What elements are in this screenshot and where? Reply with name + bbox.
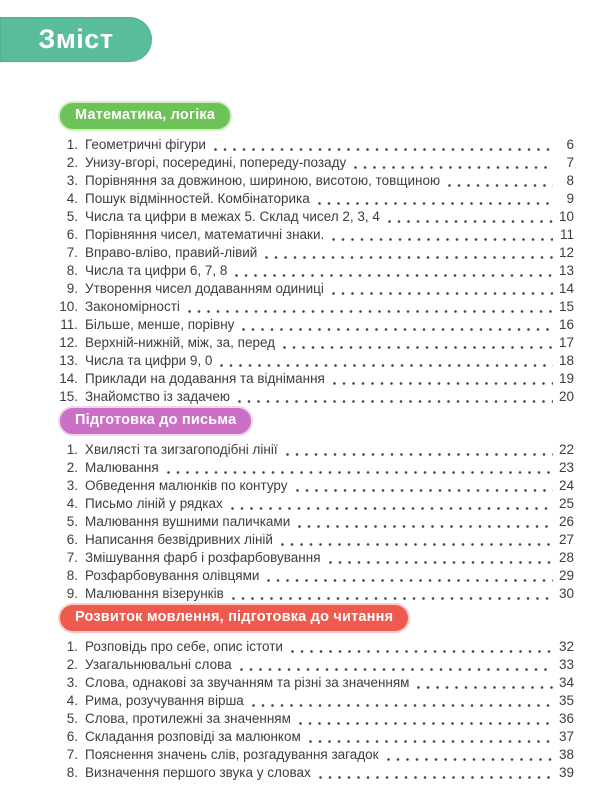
entry-title: Порівняння чисел, математичні знаки. (85, 227, 325, 242)
entry-page-number: 22 (558, 442, 574, 457)
dot-leader (188, 310, 553, 313)
entry-title: Слова, однакові за звучанням та різні за значенням (85, 675, 410, 690)
entry-page-number: 12 (558, 245, 574, 260)
dot-leader (252, 704, 553, 707)
entry-page-number: 36 (558, 711, 574, 726)
dot-leader (286, 453, 553, 456)
entry-title: Приклади на додавання та віднімання (85, 371, 325, 386)
entry-page-number: 34 (558, 675, 574, 690)
dot-leader (220, 364, 553, 367)
toc-entry (56, 244, 574, 262)
dot-leader (298, 525, 553, 528)
entry-title: Закономірності (85, 299, 180, 314)
section-header-pill (58, 603, 410, 633)
dot-leader (388, 220, 553, 223)
entry-title: Обведення малюнків по контуру (85, 478, 288, 493)
toc-entry (56, 388, 574, 406)
entry-number: 9. (66, 281, 78, 296)
entry-page-number: 32 (558, 639, 574, 654)
toc-entry (56, 316, 574, 334)
toc-entry (56, 710, 574, 728)
toc-entry (56, 172, 574, 190)
entry-page-number: 20 (558, 389, 574, 404)
entry-page-number: 37 (558, 729, 574, 744)
entry-number: 5. (66, 209, 78, 224)
toc-entry (56, 208, 574, 226)
toc-entry (56, 692, 574, 710)
entry-title: Розповідь про себе, опис істоти (85, 639, 283, 654)
entry-number: 4. (66, 191, 78, 206)
toc-entry (56, 531, 574, 549)
toc-entry (56, 477, 574, 495)
toc-entry (56, 352, 574, 370)
entry-title: Знайомство із задачею (85, 389, 231, 404)
entry-title: Малювання (85, 460, 159, 475)
toc-entry (56, 638, 574, 656)
entry-title: Порівняння за довжиною, шириною, висотою, товщиною (85, 173, 441, 188)
dot-leader (299, 722, 553, 725)
entry-number: 2. (66, 657, 78, 672)
toc-entry (56, 674, 574, 692)
entry-title: Геометричні фігури (85, 137, 206, 152)
entry-number: 11. (60, 317, 78, 332)
toc-entry (56, 298, 574, 316)
dot-leader (332, 238, 553, 241)
dot-leader (417, 686, 553, 689)
dot-leader (319, 776, 553, 779)
entry-number: 10. (59, 299, 78, 314)
dot-leader (232, 597, 553, 600)
entry-number: 6. (66, 532, 78, 547)
toc-entry-list (56, 136, 574, 406)
entry-number: 1. (66, 442, 78, 457)
entry-number: 6. (66, 729, 78, 744)
toc-entry (56, 567, 574, 585)
entry-number: 2. (66, 155, 78, 170)
toc-entry (56, 513, 574, 531)
entry-number: 3. (66, 478, 78, 493)
entry-page-number: 15 (558, 299, 574, 314)
toc-entry (56, 585, 574, 603)
entry-number: 5. (66, 514, 78, 529)
entry-page-number: 9 (566, 191, 574, 206)
entry-number: 2. (66, 460, 78, 475)
entry-title: Числа та цифри 9, 0 (85, 353, 213, 368)
dot-leader (329, 561, 553, 564)
toc-entry (56, 226, 574, 244)
toc-section (56, 101, 574, 406)
entry-title: Числа та цифри 6, 7, 8 (85, 263, 228, 278)
entry-number: 8. (66, 765, 78, 780)
toc-section (56, 406, 574, 603)
dot-leader (318, 202, 553, 205)
dot-leader (267, 579, 553, 582)
entry-page-number: 14 (558, 281, 574, 296)
entry-page-number: 8 (566, 173, 574, 188)
entry-number: 8. (66, 568, 78, 583)
entry-page-number: 6 (566, 137, 574, 152)
entry-title: Більше, менше, порівну (85, 317, 235, 332)
section-label: Підготовка до письма (75, 412, 237, 428)
toc-content (56, 101, 574, 782)
section-label: Розвиток мовлення, підготовка до читання (75, 609, 394, 625)
toc-entry (56, 441, 574, 459)
entry-title: Пошук відмінностей. Комбінаторика (85, 191, 310, 206)
entry-number: 4. (66, 496, 78, 511)
entry-title: Змішування фарб і розфарбовування (85, 550, 321, 565)
toc-entry (56, 656, 574, 674)
entry-page-number: 35 (558, 693, 574, 708)
entry-page-number: 24 (558, 478, 574, 493)
page-title: Зміст (38, 24, 114, 54)
dot-leader (448, 184, 553, 187)
entry-page-number: 39 (558, 765, 574, 780)
entry-title: Написання безвідривних ліній (85, 532, 273, 547)
dot-leader (242, 328, 553, 331)
toc-entry (56, 262, 574, 280)
page-title-tab (0, 17, 152, 62)
toc-entry (56, 136, 574, 154)
entry-title: Утворення чисел додаванням одиниці (85, 281, 324, 296)
toc-entry-list (56, 638, 574, 782)
entry-title: Числа та цифри в межах 5. Склад чисел 2, 3, 4 (85, 209, 380, 224)
toc-entry (56, 280, 574, 298)
entry-title: Письмо ліній у рядках (85, 496, 223, 511)
entry-page-number: 25 (558, 496, 574, 511)
entry-number: 1. (66, 639, 78, 654)
entry-page-number: 18 (558, 353, 574, 368)
entry-page-number: 27 (558, 532, 574, 547)
entry-number: 3. (66, 675, 78, 690)
entry-title: Розфарбовування олівцями (85, 568, 260, 583)
toc-entry (56, 190, 574, 208)
dot-leader (167, 471, 553, 474)
toc-entry (56, 764, 574, 782)
entry-page-number: 28 (558, 550, 574, 565)
entry-title: Визначення першого звука у словах (85, 765, 311, 780)
entry-number: 15. (59, 389, 78, 404)
entry-title: Слова, протилежні за значенням (85, 711, 291, 726)
entry-page-number: 16 (558, 317, 574, 332)
dot-leader (387, 758, 553, 761)
entry-page-number: 7 (566, 155, 574, 170)
toc-entry (56, 728, 574, 746)
dot-leader (240, 668, 553, 671)
toc-entry (56, 370, 574, 388)
dot-leader (281, 543, 553, 546)
entry-number: 3. (66, 173, 78, 188)
toc-entry-list (56, 441, 574, 603)
toc-entry (56, 746, 574, 764)
dot-leader (283, 346, 553, 349)
dot-leader (238, 400, 553, 403)
entry-title: Узагальнювальні слова (85, 657, 232, 672)
toc-entry (56, 495, 574, 513)
entry-title: Складання розповіді за малюнком (85, 729, 301, 744)
entry-page-number: 29 (558, 568, 574, 583)
entry-page-number: 30 (558, 586, 574, 601)
dot-leader (296, 489, 553, 492)
dot-leader (265, 256, 553, 259)
dot-leader (332, 292, 553, 295)
entry-title: Вправо-вліво, правий-лівий (85, 245, 258, 260)
entry-number: 6. (66, 227, 78, 242)
entry-page-number: 23 (558, 460, 574, 475)
entry-number: 7. (66, 550, 78, 565)
section-header-pill (58, 101, 232, 131)
dot-leader (214, 148, 553, 151)
entry-title: Хвилясті та зигзагоподібні лінії (85, 442, 278, 457)
section-label: Математика, логіка (75, 107, 216, 123)
entry-title: Унизу-вгорі, посередині, попереду-позаду (85, 155, 347, 170)
entry-number: 8. (66, 263, 78, 278)
entry-number: 9. (66, 586, 78, 601)
entry-number: 14. (59, 371, 78, 386)
toc-entry (56, 459, 574, 477)
entry-title: Пояснення значень слів, розгадування загадок (85, 747, 379, 762)
entry-title: Малювання візерунків (85, 586, 224, 601)
entry-page-number: 33 (558, 657, 574, 672)
dot-leader (231, 507, 553, 510)
entry-page-number: 13 (558, 263, 574, 278)
entry-page-number: 38 (558, 747, 574, 762)
toc-entry (56, 154, 574, 172)
entry-number: 5. (66, 711, 78, 726)
entry-number: 7. (66, 245, 78, 260)
entry-page-number: 11 (559, 227, 574, 242)
entry-page-number: 19 (558, 371, 574, 386)
entry-number: 12. (59, 335, 78, 350)
dot-leader (309, 740, 553, 743)
entry-number: 4. (66, 693, 78, 708)
entry-number: 13. (59, 353, 78, 368)
toc-entry (56, 549, 574, 567)
entry-title: Верхній-нижній, між, за, перед (85, 335, 276, 350)
entry-number: 1. (66, 137, 78, 152)
toc-section (56, 603, 574, 782)
dot-leader (333, 382, 553, 385)
entry-number: 7. (66, 747, 78, 762)
toc-entry (56, 334, 574, 352)
entry-title: Малювання вушними паличками (85, 514, 291, 529)
entry-page-number: 10 (558, 209, 574, 224)
section-header-pill (58, 406, 253, 436)
entry-page-number: 17 (558, 335, 574, 350)
entry-title: Рима, розучування вірша (85, 693, 244, 708)
dot-leader (354, 166, 553, 169)
dot-leader (291, 650, 553, 653)
entry-page-number: 26 (558, 514, 574, 529)
dot-leader (235, 274, 553, 277)
